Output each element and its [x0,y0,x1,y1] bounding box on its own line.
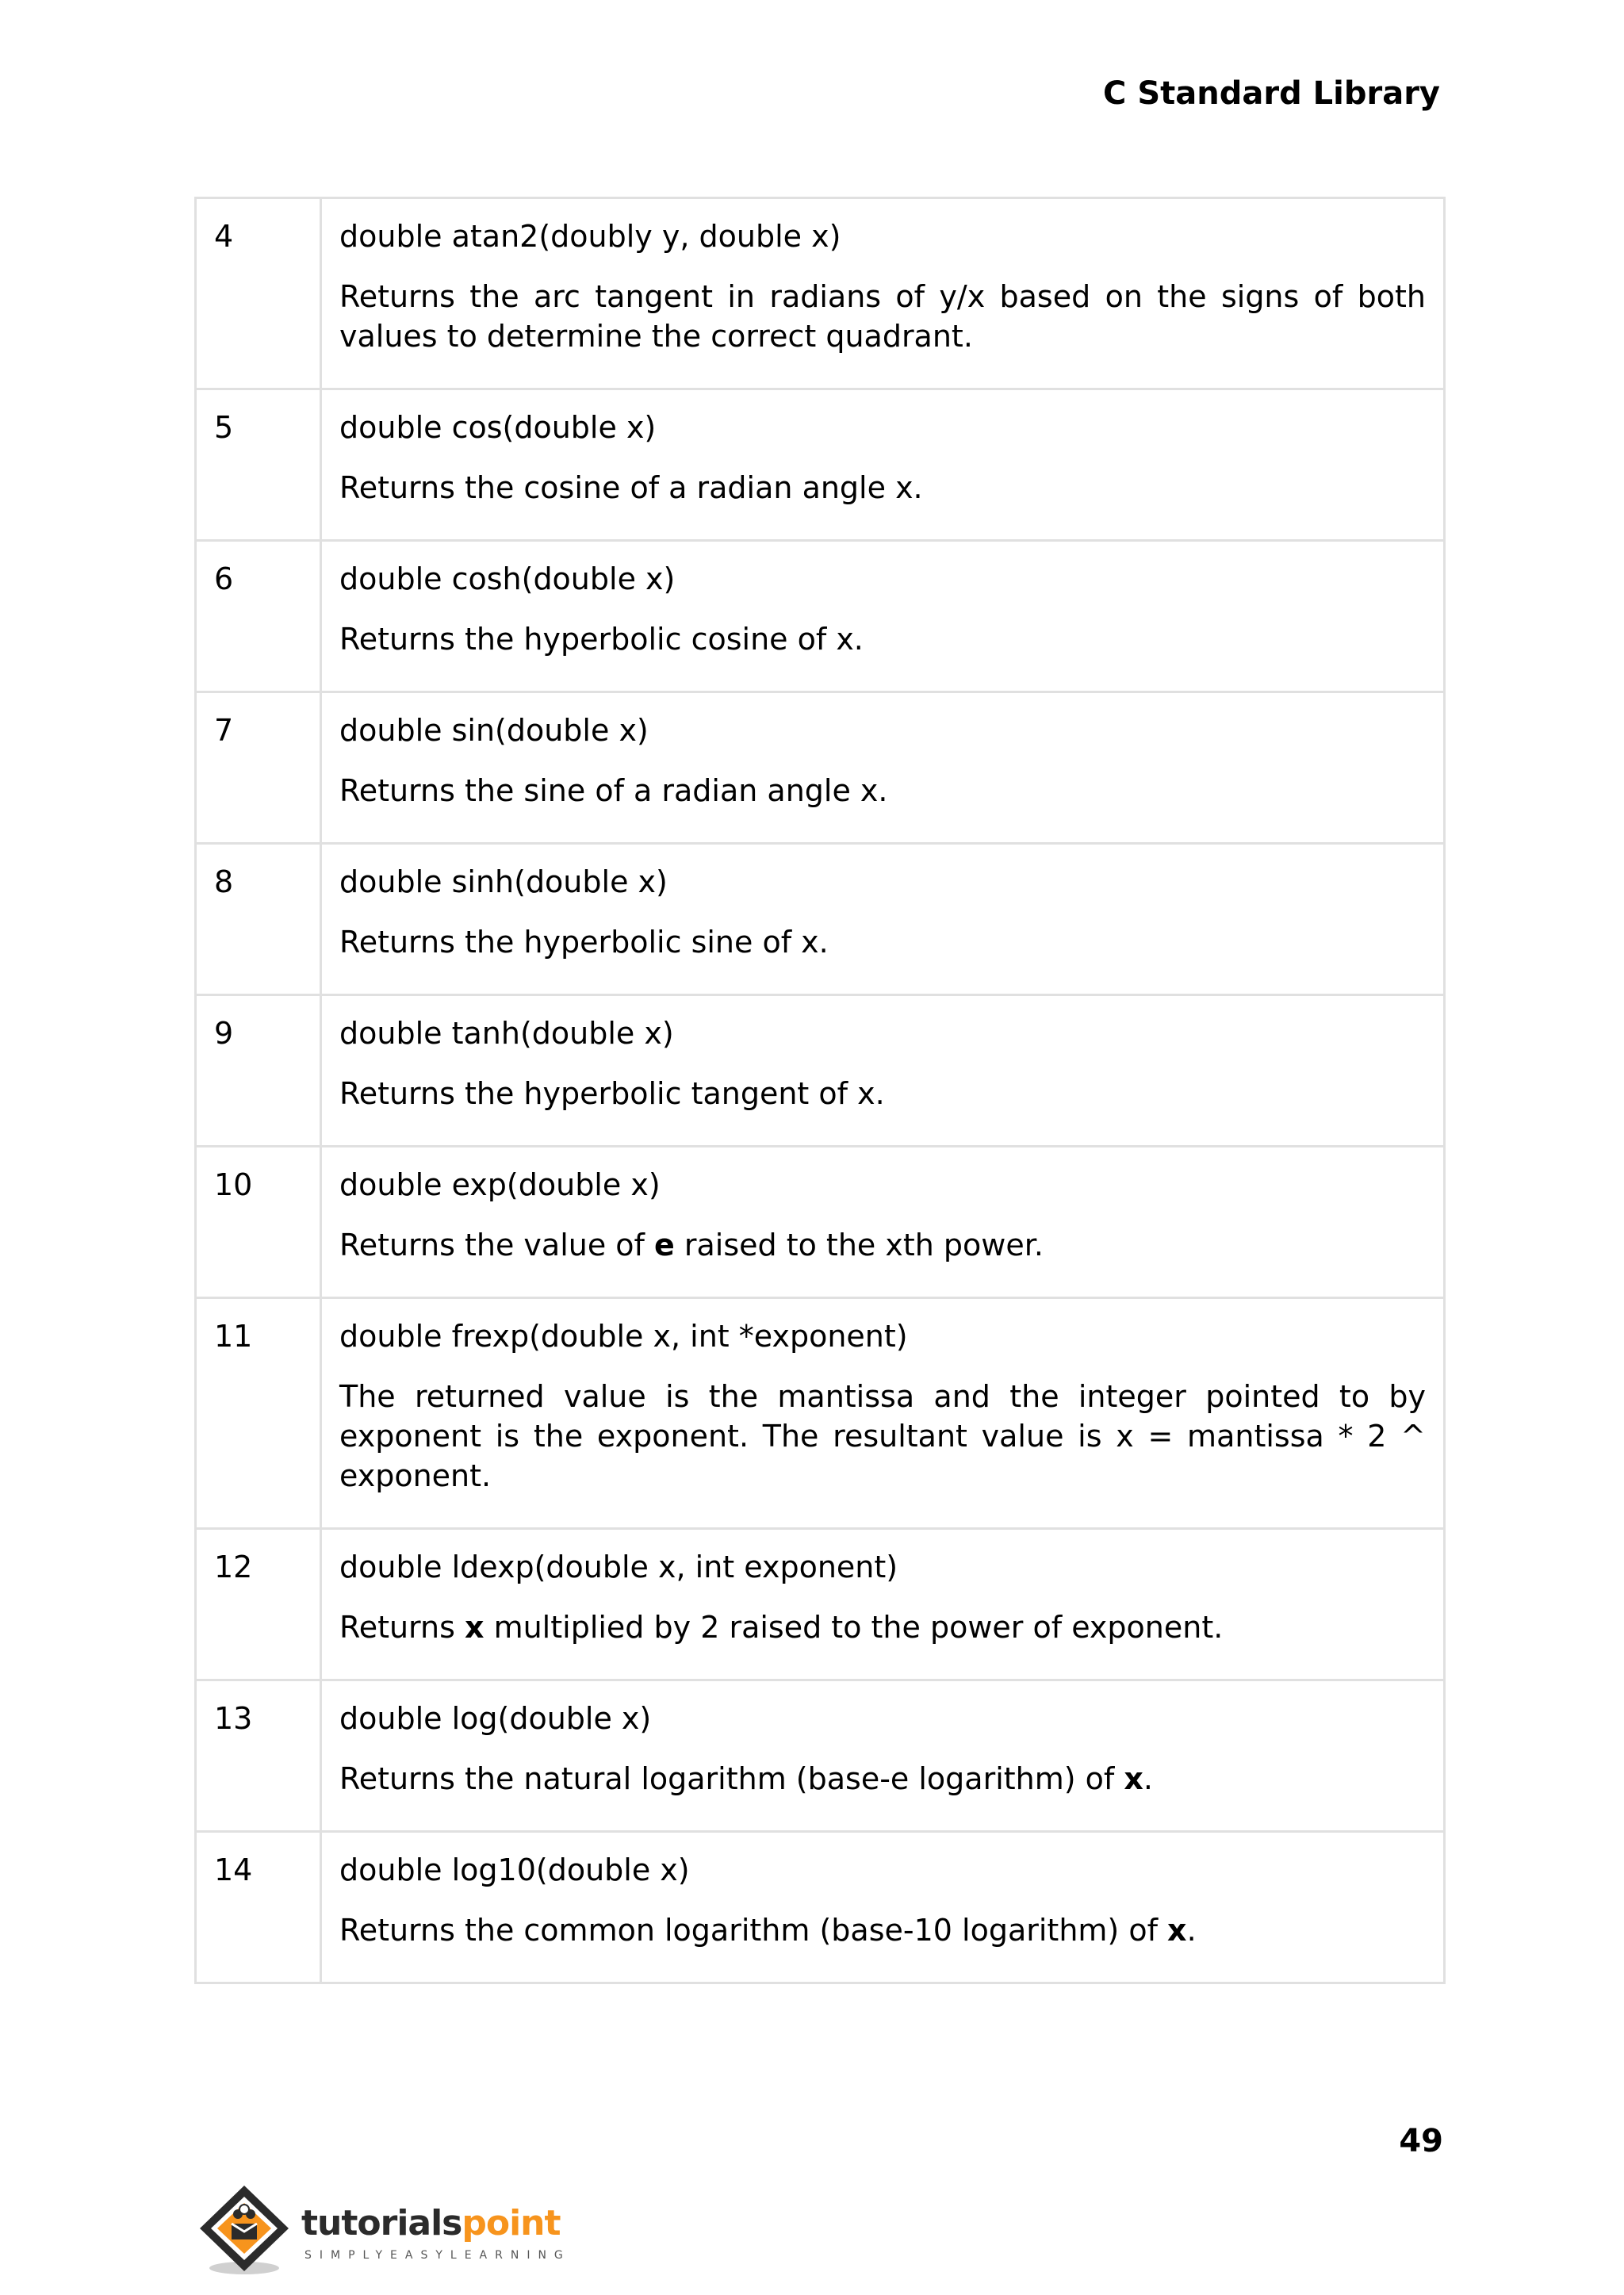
function-description [339,1759,1426,1799]
row-number: 11 [196,1298,321,1529]
row-number: 10 [196,1147,321,1298]
row-number: 13 [196,1680,321,1832]
table-row [196,1680,1445,1832]
description-emphasis: e [654,1228,675,1262]
page-header-title: C Standard Library [1103,75,1440,112]
description-text: Returns the hyperbolic tangent of x. [339,1076,885,1111]
table-row [196,541,1445,692]
function-cell [321,198,1445,389]
function-cell [321,692,1445,844]
function-cell [321,995,1445,1147]
function-signature: double frexp(double x, int *exponent) [339,1319,908,1354]
row-number: 5 [196,389,321,541]
function-table-body [196,198,1445,1983]
description-text: raised to the xth power. [674,1228,1044,1262]
logo-diamond-icon [197,2182,300,2278]
function-signature: double tanh(double x) [339,1016,674,1051]
row-number: 9 [196,995,321,1147]
function-description [339,1910,1426,1950]
description-text: The returned value is the mantissa and the integer pointed to by exponent is the exponent. The resultant value is x = mantissa * 2 ^ exponent. [339,1379,1426,1493]
description-text: . [1186,1913,1197,1948]
table-row [196,198,1445,389]
table-row [196,389,1445,541]
function-description [339,1225,1426,1265]
function-signature: double cos(double x) [339,410,657,445]
description-text: Returns the natural logarithm (base-e logarithm) of [339,1761,1124,1796]
function-description [339,922,1426,962]
function-signature: double exp(double x) [339,1167,661,1202]
description-emphasis: x [1167,1913,1187,1948]
function-signature: double cosh(double x) [339,561,676,596]
function-signature: double atan2(doubly y, double x) [339,219,841,254]
function-cell [321,389,1445,541]
function-cell [321,1680,1445,1832]
function-cell [321,1298,1445,1529]
row-number: 14 [196,1832,321,1983]
function-signature: double log10(double x) [339,1852,690,1887]
description-text: multiplied by 2 raised to the power of exponent. [484,1610,1224,1645]
table-row [196,844,1445,995]
row-number: 8 [196,844,321,995]
logo-word-tutorials: tutorials [301,2203,462,2243]
function-description [339,1607,1426,1647]
function-description [339,619,1426,659]
function-description [339,1377,1426,1496]
tutorialspoint-logo [197,2182,577,2278]
description-text: Returns the hyperbolic cosine of x. [339,622,864,657]
function-description [339,1074,1426,1113]
function-cell [321,1529,1445,1680]
row-number: 4 [196,198,321,389]
function-cell [321,1832,1445,1983]
logo-wordmark [301,2203,561,2243]
function-signature: double log(double x) [339,1701,652,1736]
page-number: 49 [1399,2123,1443,2159]
description-text: . [1143,1761,1153,1796]
description-emphasis: x [464,1610,485,1645]
function-description [339,771,1426,810]
description-text: Returns the common logarithm (base-10 logarithm) of [339,1913,1168,1948]
function-description [339,468,1426,508]
row-number: 12 [196,1529,321,1680]
function-cell [321,541,1445,692]
function-signature: double sinh(double x) [339,864,668,899]
function-table [194,197,1446,1984]
description-emphasis: x [1124,1761,1143,1796]
function-signature: double ldexp(double x, int exponent) [339,1550,898,1584]
description-text: Returns the cosine of a radian angle x. [339,470,923,505]
function-cell [321,1147,1445,1298]
description-text: Returns the sine of a radian angle x. [339,773,888,808]
logo-word-point: point [462,2203,561,2243]
table-row [196,1147,1445,1298]
description-text: Returns the hyperbolic sine of x. [339,925,829,960]
description-text: Returns the arc tangent in radians of y/x based on the signs of both values to determine the correct quadrant. [339,279,1426,354]
table-row [196,995,1445,1147]
table-row [196,692,1445,844]
table-row [196,1529,1445,1680]
row-number: 6 [196,541,321,692]
description-text: Returns the value of [339,1228,654,1262]
table-row [196,1298,1445,1529]
table-row [196,1832,1445,1983]
function-description [339,277,1426,356]
function-cell [321,844,1445,995]
logo-tagline: SIMPLYEASYLEARNING [304,2249,571,2262]
function-signature: double sin(double x) [339,713,649,748]
row-number: 7 [196,692,321,844]
description-text: Returns [339,1610,465,1645]
